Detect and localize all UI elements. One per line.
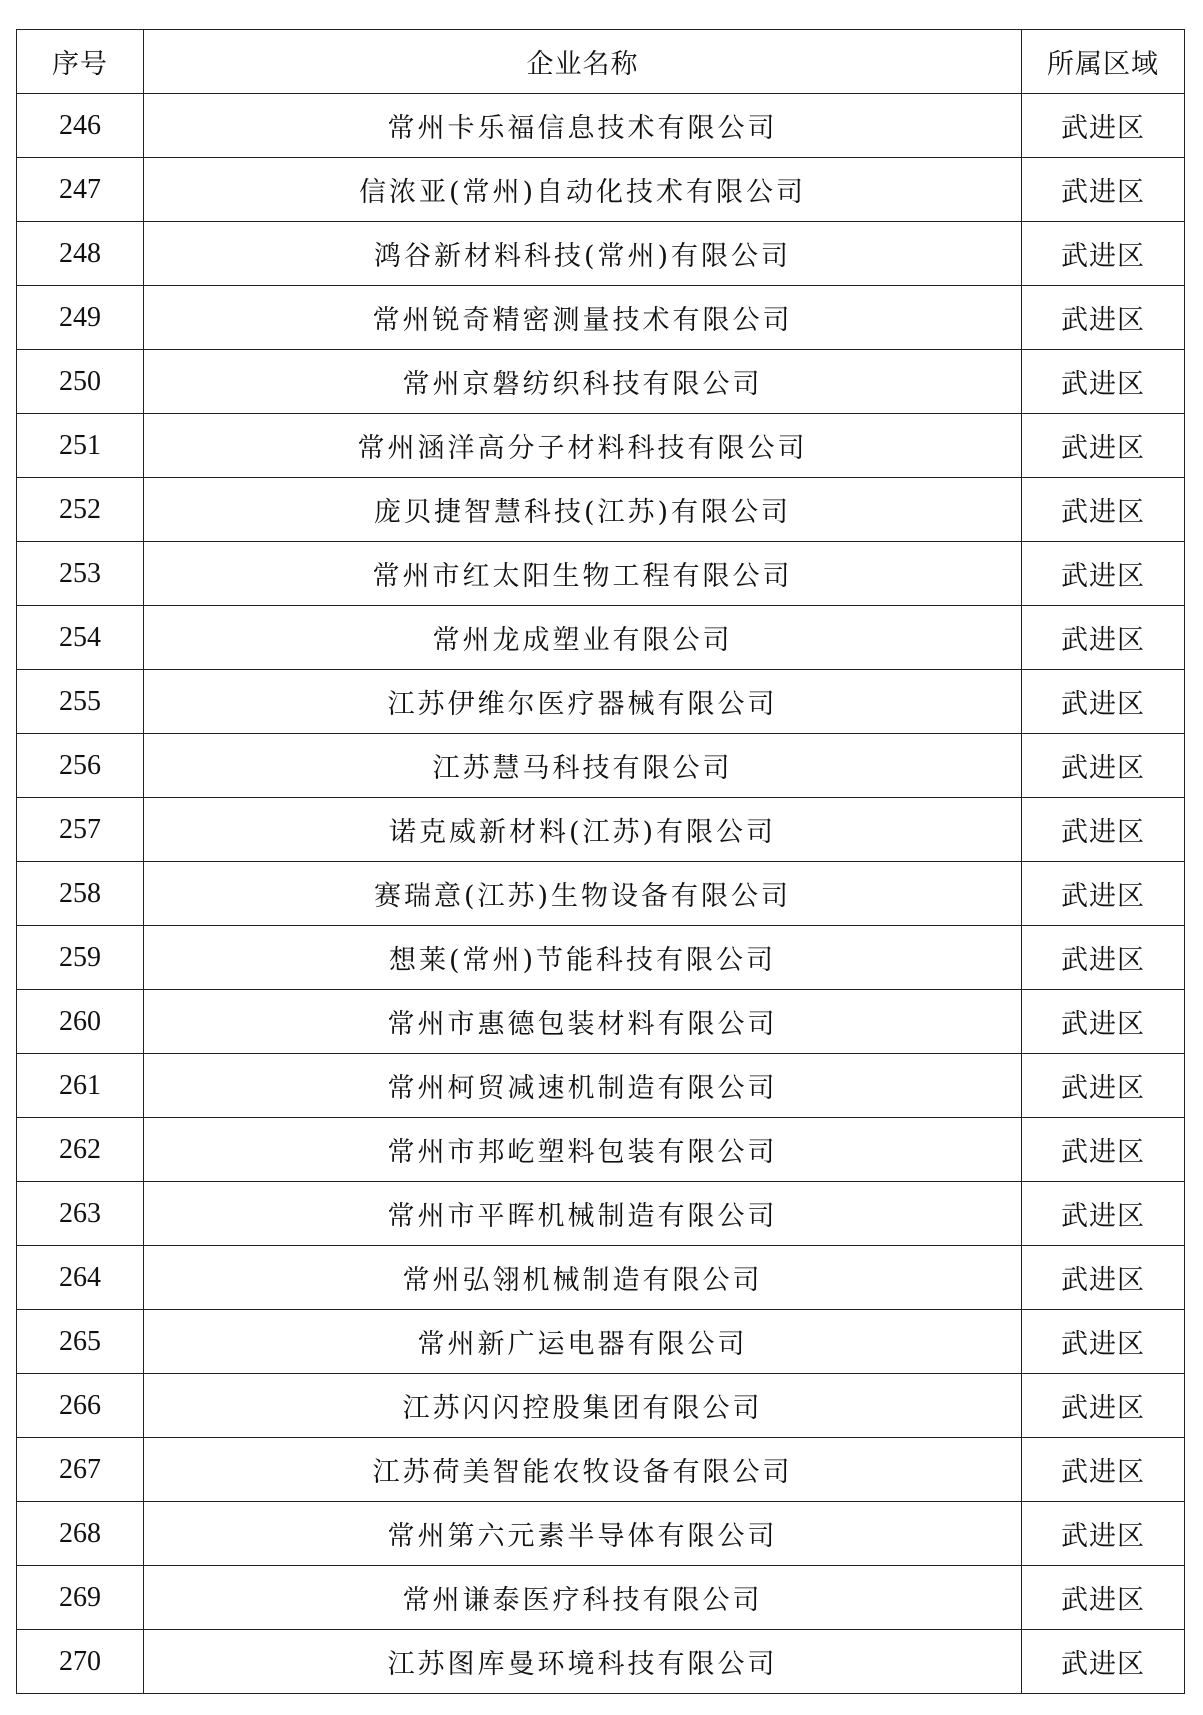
row-enterprise-name: 常州锐奇精密测量技术有限公司 bbox=[144, 286, 1022, 350]
row-district: 武进区 bbox=[1022, 1118, 1185, 1182]
row-enterprise-name: 常州柯贸减速机制造有限公司 bbox=[144, 1054, 1022, 1118]
row-enterprise-name: 常州新广运电器有限公司 bbox=[144, 1310, 1022, 1374]
row-enterprise-name: 常州市邦屹塑料包装有限公司 bbox=[144, 1118, 1022, 1182]
row-enterprise-name: 常州第六元素半导体有限公司 bbox=[144, 1502, 1022, 1566]
row-district: 武进区 bbox=[1022, 222, 1185, 286]
row-district: 武进区 bbox=[1022, 1438, 1185, 1502]
row-enterprise-name: 常州涵洋高分子材料科技有限公司 bbox=[144, 414, 1022, 478]
table-row bbox=[17, 1118, 1185, 1182]
row-serial-number: 260 bbox=[17, 990, 144, 1054]
row-district: 武进区 bbox=[1022, 1310, 1185, 1374]
table-row bbox=[17, 798, 1185, 862]
table-row bbox=[17, 734, 1185, 798]
row-district: 武进区 bbox=[1022, 478, 1185, 542]
row-serial-number: 251 bbox=[17, 414, 144, 478]
row-serial-number: 270 bbox=[17, 1630, 144, 1694]
row-serial-number: 252 bbox=[17, 478, 144, 542]
row-enterprise-name: 常州卡乐福信息技术有限公司 bbox=[144, 94, 1022, 158]
table-row bbox=[17, 1502, 1185, 1566]
row-serial-number: 261 bbox=[17, 1054, 144, 1118]
table-row bbox=[17, 1566, 1185, 1630]
row-district: 武进区 bbox=[1022, 1502, 1185, 1566]
row-enterprise-name: 江苏伊维尔医疗器械有限公司 bbox=[144, 670, 1022, 734]
table-row bbox=[17, 926, 1185, 990]
row-serial-number: 269 bbox=[17, 1566, 144, 1630]
table-row bbox=[17, 542, 1185, 606]
row-enterprise-name: 江苏荷美智能农牧设备有限公司 bbox=[144, 1438, 1022, 1502]
table-row bbox=[17, 1310, 1185, 1374]
enterprise-table bbox=[16, 29, 1185, 1694]
row-enterprise-name: 常州市红太阳生物工程有限公司 bbox=[144, 542, 1022, 606]
table-header-row bbox=[17, 30, 1185, 94]
table-row bbox=[17, 94, 1185, 158]
row-district: 武进区 bbox=[1022, 286, 1185, 350]
table-row bbox=[17, 350, 1185, 414]
row-serial-number: 247 bbox=[17, 158, 144, 222]
row-district: 武进区 bbox=[1022, 734, 1185, 798]
row-serial-number: 248 bbox=[17, 222, 144, 286]
row-district: 武进区 bbox=[1022, 990, 1185, 1054]
row-enterprise-name: 庞贝捷智慧科技(江苏)有限公司 bbox=[144, 478, 1022, 542]
table-row bbox=[17, 862, 1185, 926]
table-row bbox=[17, 1374, 1185, 1438]
row-serial-number: 267 bbox=[17, 1438, 144, 1502]
row-district: 武进区 bbox=[1022, 1054, 1185, 1118]
row-serial-number: 268 bbox=[17, 1502, 144, 1566]
row-enterprise-name: 赛瑞意(江苏)生物设备有限公司 bbox=[144, 862, 1022, 926]
row-serial-number: 254 bbox=[17, 606, 144, 670]
row-serial-number: 259 bbox=[17, 926, 144, 990]
row-district: 武进区 bbox=[1022, 414, 1185, 478]
row-district: 武进区 bbox=[1022, 542, 1185, 606]
row-enterprise-name: 常州龙成塑业有限公司 bbox=[144, 606, 1022, 670]
table-row bbox=[17, 606, 1185, 670]
row-district: 武进区 bbox=[1022, 670, 1185, 734]
row-enterprise-name: 想莱(常州)节能科技有限公司 bbox=[144, 926, 1022, 990]
table-row bbox=[17, 990, 1185, 1054]
row-serial-number: 263 bbox=[17, 1182, 144, 1246]
row-district: 武进区 bbox=[1022, 350, 1185, 414]
table-row bbox=[17, 1182, 1185, 1246]
row-district: 武进区 bbox=[1022, 606, 1185, 670]
row-enterprise-name: 江苏闪闪控股集团有限公司 bbox=[144, 1374, 1022, 1438]
header-enterprise-name: 企业名称 bbox=[144, 30, 1022, 94]
row-enterprise-name: 鸿谷新材料科技(常州)有限公司 bbox=[144, 222, 1022, 286]
table-row bbox=[17, 478, 1185, 542]
row-district: 武进区 bbox=[1022, 1374, 1185, 1438]
row-enterprise-name: 常州谦泰医疗科技有限公司 bbox=[144, 1566, 1022, 1630]
row-serial-number: 256 bbox=[17, 734, 144, 798]
row-district: 武进区 bbox=[1022, 1246, 1185, 1310]
table-row bbox=[17, 414, 1185, 478]
row-district: 武进区 bbox=[1022, 1182, 1185, 1246]
table-body bbox=[17, 94, 1185, 1694]
row-serial-number: 266 bbox=[17, 1374, 144, 1438]
row-serial-number: 253 bbox=[17, 542, 144, 606]
table-row bbox=[17, 286, 1185, 350]
header-district: 所属区域 bbox=[1022, 30, 1185, 94]
table-row bbox=[17, 1054, 1185, 1118]
row-enterprise-name: 常州市惠德包装材料有限公司 bbox=[144, 990, 1022, 1054]
table-row bbox=[17, 670, 1185, 734]
row-enterprise-name: 常州市平晖机械制造有限公司 bbox=[144, 1182, 1022, 1246]
row-serial-number: 246 bbox=[17, 94, 144, 158]
table-row bbox=[17, 158, 1185, 222]
row-district: 武进区 bbox=[1022, 798, 1185, 862]
row-district: 武进区 bbox=[1022, 926, 1185, 990]
header-serial-number: 序号 bbox=[17, 30, 144, 94]
table-row bbox=[17, 1630, 1185, 1694]
row-district: 武进区 bbox=[1022, 1630, 1185, 1694]
row-district: 武进区 bbox=[1022, 158, 1185, 222]
row-district: 武进区 bbox=[1022, 862, 1185, 926]
row-enterprise-name: 诺克威新材料(江苏)有限公司 bbox=[144, 798, 1022, 862]
row-serial-number: 250 bbox=[17, 350, 144, 414]
table-row bbox=[17, 1438, 1185, 1502]
row-district: 武进区 bbox=[1022, 94, 1185, 158]
row-serial-number: 258 bbox=[17, 862, 144, 926]
row-serial-number: 265 bbox=[17, 1310, 144, 1374]
row-enterprise-name: 江苏图库曼环境科技有限公司 bbox=[144, 1630, 1022, 1694]
row-serial-number: 249 bbox=[17, 286, 144, 350]
table-row bbox=[17, 222, 1185, 286]
table-row bbox=[17, 1246, 1185, 1310]
row-district: 武进区 bbox=[1022, 1566, 1185, 1630]
row-serial-number: 257 bbox=[17, 798, 144, 862]
row-serial-number: 264 bbox=[17, 1246, 144, 1310]
row-enterprise-name: 江苏慧马科技有限公司 bbox=[144, 734, 1022, 798]
row-enterprise-name: 常州弘翎机械制造有限公司 bbox=[144, 1246, 1022, 1310]
row-enterprise-name: 常州京磐纺织科技有限公司 bbox=[144, 350, 1022, 414]
row-enterprise-name: 信浓亚(常州)自动化技术有限公司 bbox=[144, 158, 1022, 222]
row-serial-number: 262 bbox=[17, 1118, 144, 1182]
row-serial-number: 255 bbox=[17, 670, 144, 734]
